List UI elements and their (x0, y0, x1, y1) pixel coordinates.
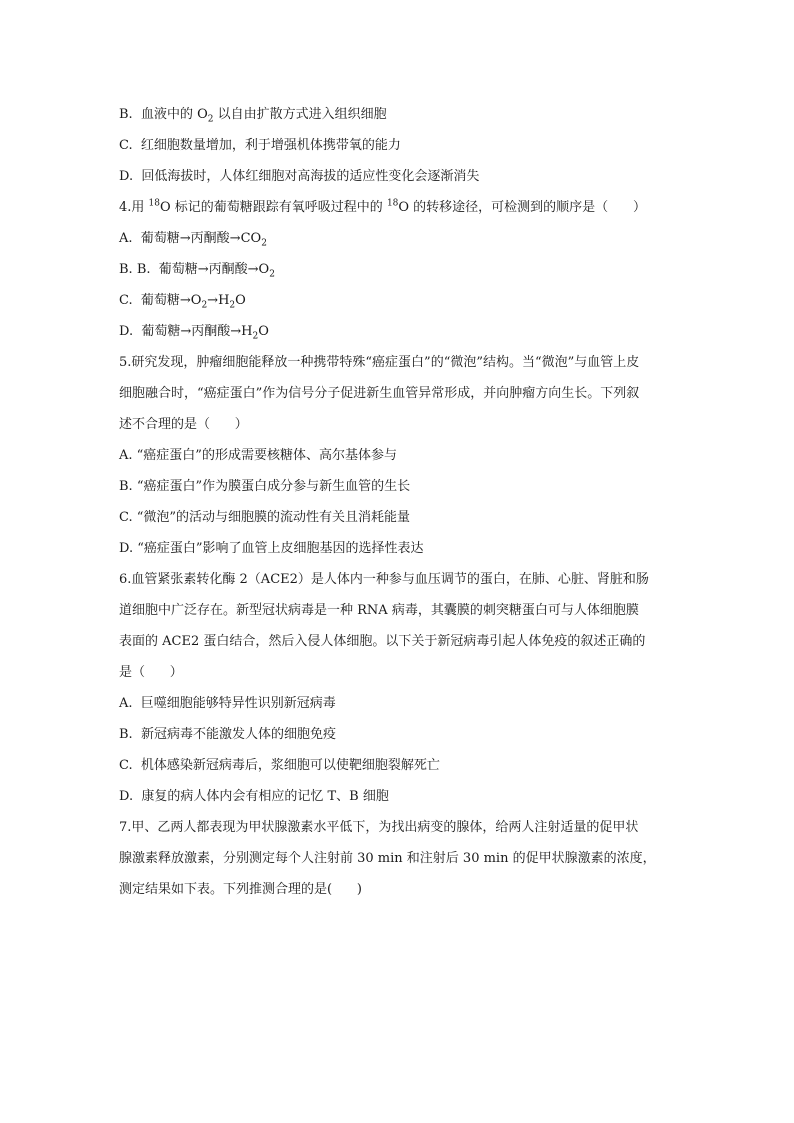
q6-option-b: B. 新冠病毒不能激发人体的细胞免疫 (119, 727, 336, 742)
q4-option-d: D. 葡萄糖→丙酮酸$\to H_2O$ (119, 324, 269, 342)
q4-option-a: A. 葡萄糖→丙酮酸$\to CO_2$ (119, 231, 267, 249)
q6-option-a: A. 巨噬细胞能够特异性识别新冠病毒 (119, 696, 336, 711)
q5-option-c: C. “微泡”的活动与细胞膜的流动性有关且消耗能量 (119, 510, 411, 525)
q3-option-b: B. 血液中的 $O_2$ 以自由扩散方式进入组织细胞 (119, 107, 387, 125)
q3-option-c: C. 红细胞数量增加，利于增强机体携带氧的能力 (119, 138, 401, 153)
q5-option-b: B. “癌症蛋白”作为膜蛋白成分参与新生血管的生长 (119, 479, 411, 494)
q4-option-b: B. B. 葡萄糖→丙酮酸$\to O_2$ (119, 262, 275, 280)
q6-stem-4: 是（ ） (119, 665, 183, 680)
q6-stem-1: 6.血管紧张素转化酶 2（ACE2）是人体内一种参与血压调节的蛋白，在肺、心脏、肾脏和肠 (119, 572, 649, 587)
q5-option-d: D. “癌症蛋白”影响了血管上皮细胞基因的选择性表达 (119, 541, 424, 556)
q7-stem-3: 测定结果如下表。下列推测合理的是( ) (119, 882, 362, 897)
q7-stem-1: 7.甲、乙两人都表现为甲状腺激素水平低下，为找出病变的腺体，给两人注射适量的促甲状 (119, 820, 639, 835)
q7-stem-2: 腺激素释放激素，分别测定每个人注射前 30 min 和注射后 30 min 的促甲状腺激素的浓度， (119, 851, 656, 866)
question-content (119, 100, 679, 906)
q4-option-c: C. 葡萄糖$\to O_2\to H_2O$ (119, 293, 246, 311)
q5-stem-1: 5.研究发现，肿瘤细胞能释放一种携带特殊“癌症蛋白”的“微泡”结构。当“微泡”与血管上皮 (119, 355, 640, 370)
q6-option-d: D. 康复的病人体内会有相应的记忆 T、B 细胞 (119, 789, 389, 804)
q4-stem: 4.用 $^{18}$O 标记的葡萄糖跟踪有氧呼吸过程中的 $^{18}$O 的转移途径，可检测到的顺序是（ ） (119, 198, 646, 215)
q5-option-a: A. “癌症蛋白”的形成需要核糖体、高尔基体参与 (119, 448, 397, 463)
q5-stem-3: 述不合理的是（ ） (119, 417, 248, 432)
q6-option-c: C. 机体感染新冠病毒后，浆细胞可以使靶细胞裂解死亡 (119, 758, 440, 773)
q6-stem-3: 表面的 ACE2 蛋白结合，然后入侵人体细胞。以下关于新冠病毒引起人体免疫的叙述正确的 (119, 634, 646, 649)
q3-option-d: D. 回低海拔时，人体红细胞对高海拔的适应性变化会逐渐消失 (119, 169, 480, 184)
q5-stem-2: 细胞融合时，“癌症蛋白”作为信号分子促进新生血管异常形成，并向肿瘤方向生长。下列叙 (119, 386, 640, 401)
q6-stem-2: 道细胞中广泛存在。新型冠状病毒是一种 RNA 病毒，其囊膜的刺突糖蛋白可与人体细胞膜 (119, 603, 639, 618)
